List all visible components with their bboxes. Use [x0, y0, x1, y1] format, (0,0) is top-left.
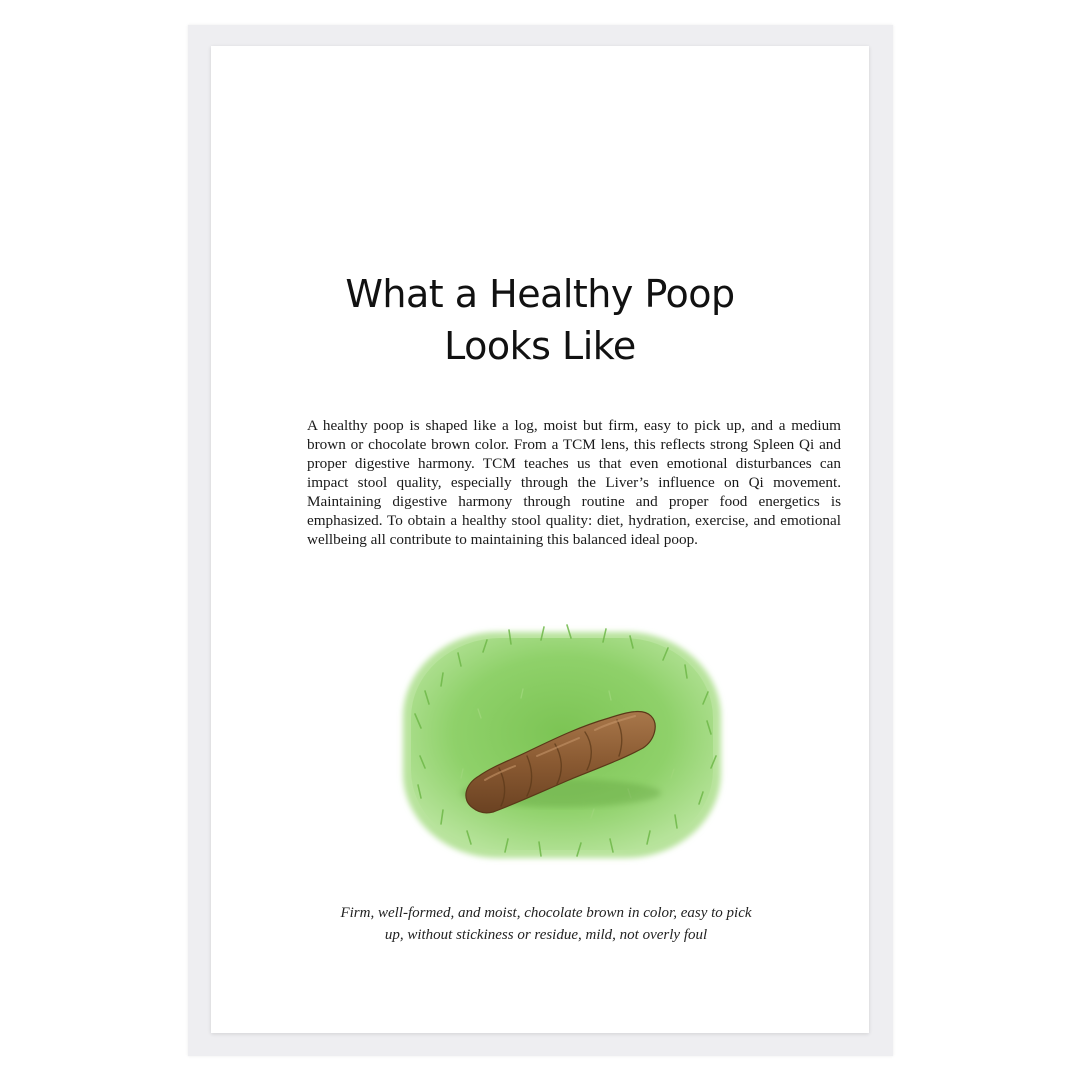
caption-line-2: up, without stickiness or residue, mild, not overly foul: [384, 927, 708, 943]
healthy-stool-illustration: [381, 608, 741, 878]
body-paragraph: A healthy poop is shaped like a log, moist but firm, easy to pick up, and a medium brown or chocolate brown color. From a TCM lens, this reflects strong Spleen Qi and proper digestive harmony. TCM teaches us that even emotional disturbances can impact stool quality, especially through the Liver’s influence on Qi movement. Maintaining digestive harmony through routine and proper food energetics is emphasized. To obtain a healthy stool quality: diet, hydration, exercise, and emotional wellbeing all contribute to maintaining this balanced ideal poop.: [307, 417, 841, 548]
page-title-line-1: What a Healthy Poop: [345, 272, 735, 316]
illustration-caption: [331, 902, 761, 946]
page-title: [211, 268, 869, 372]
document-page: [211, 46, 869, 1033]
caption-line-1: Firm, well-formed, and moist, chocolate brown in color, easy to pick: [340, 905, 752, 921]
page-title-line-2: Looks Like: [444, 324, 636, 368]
